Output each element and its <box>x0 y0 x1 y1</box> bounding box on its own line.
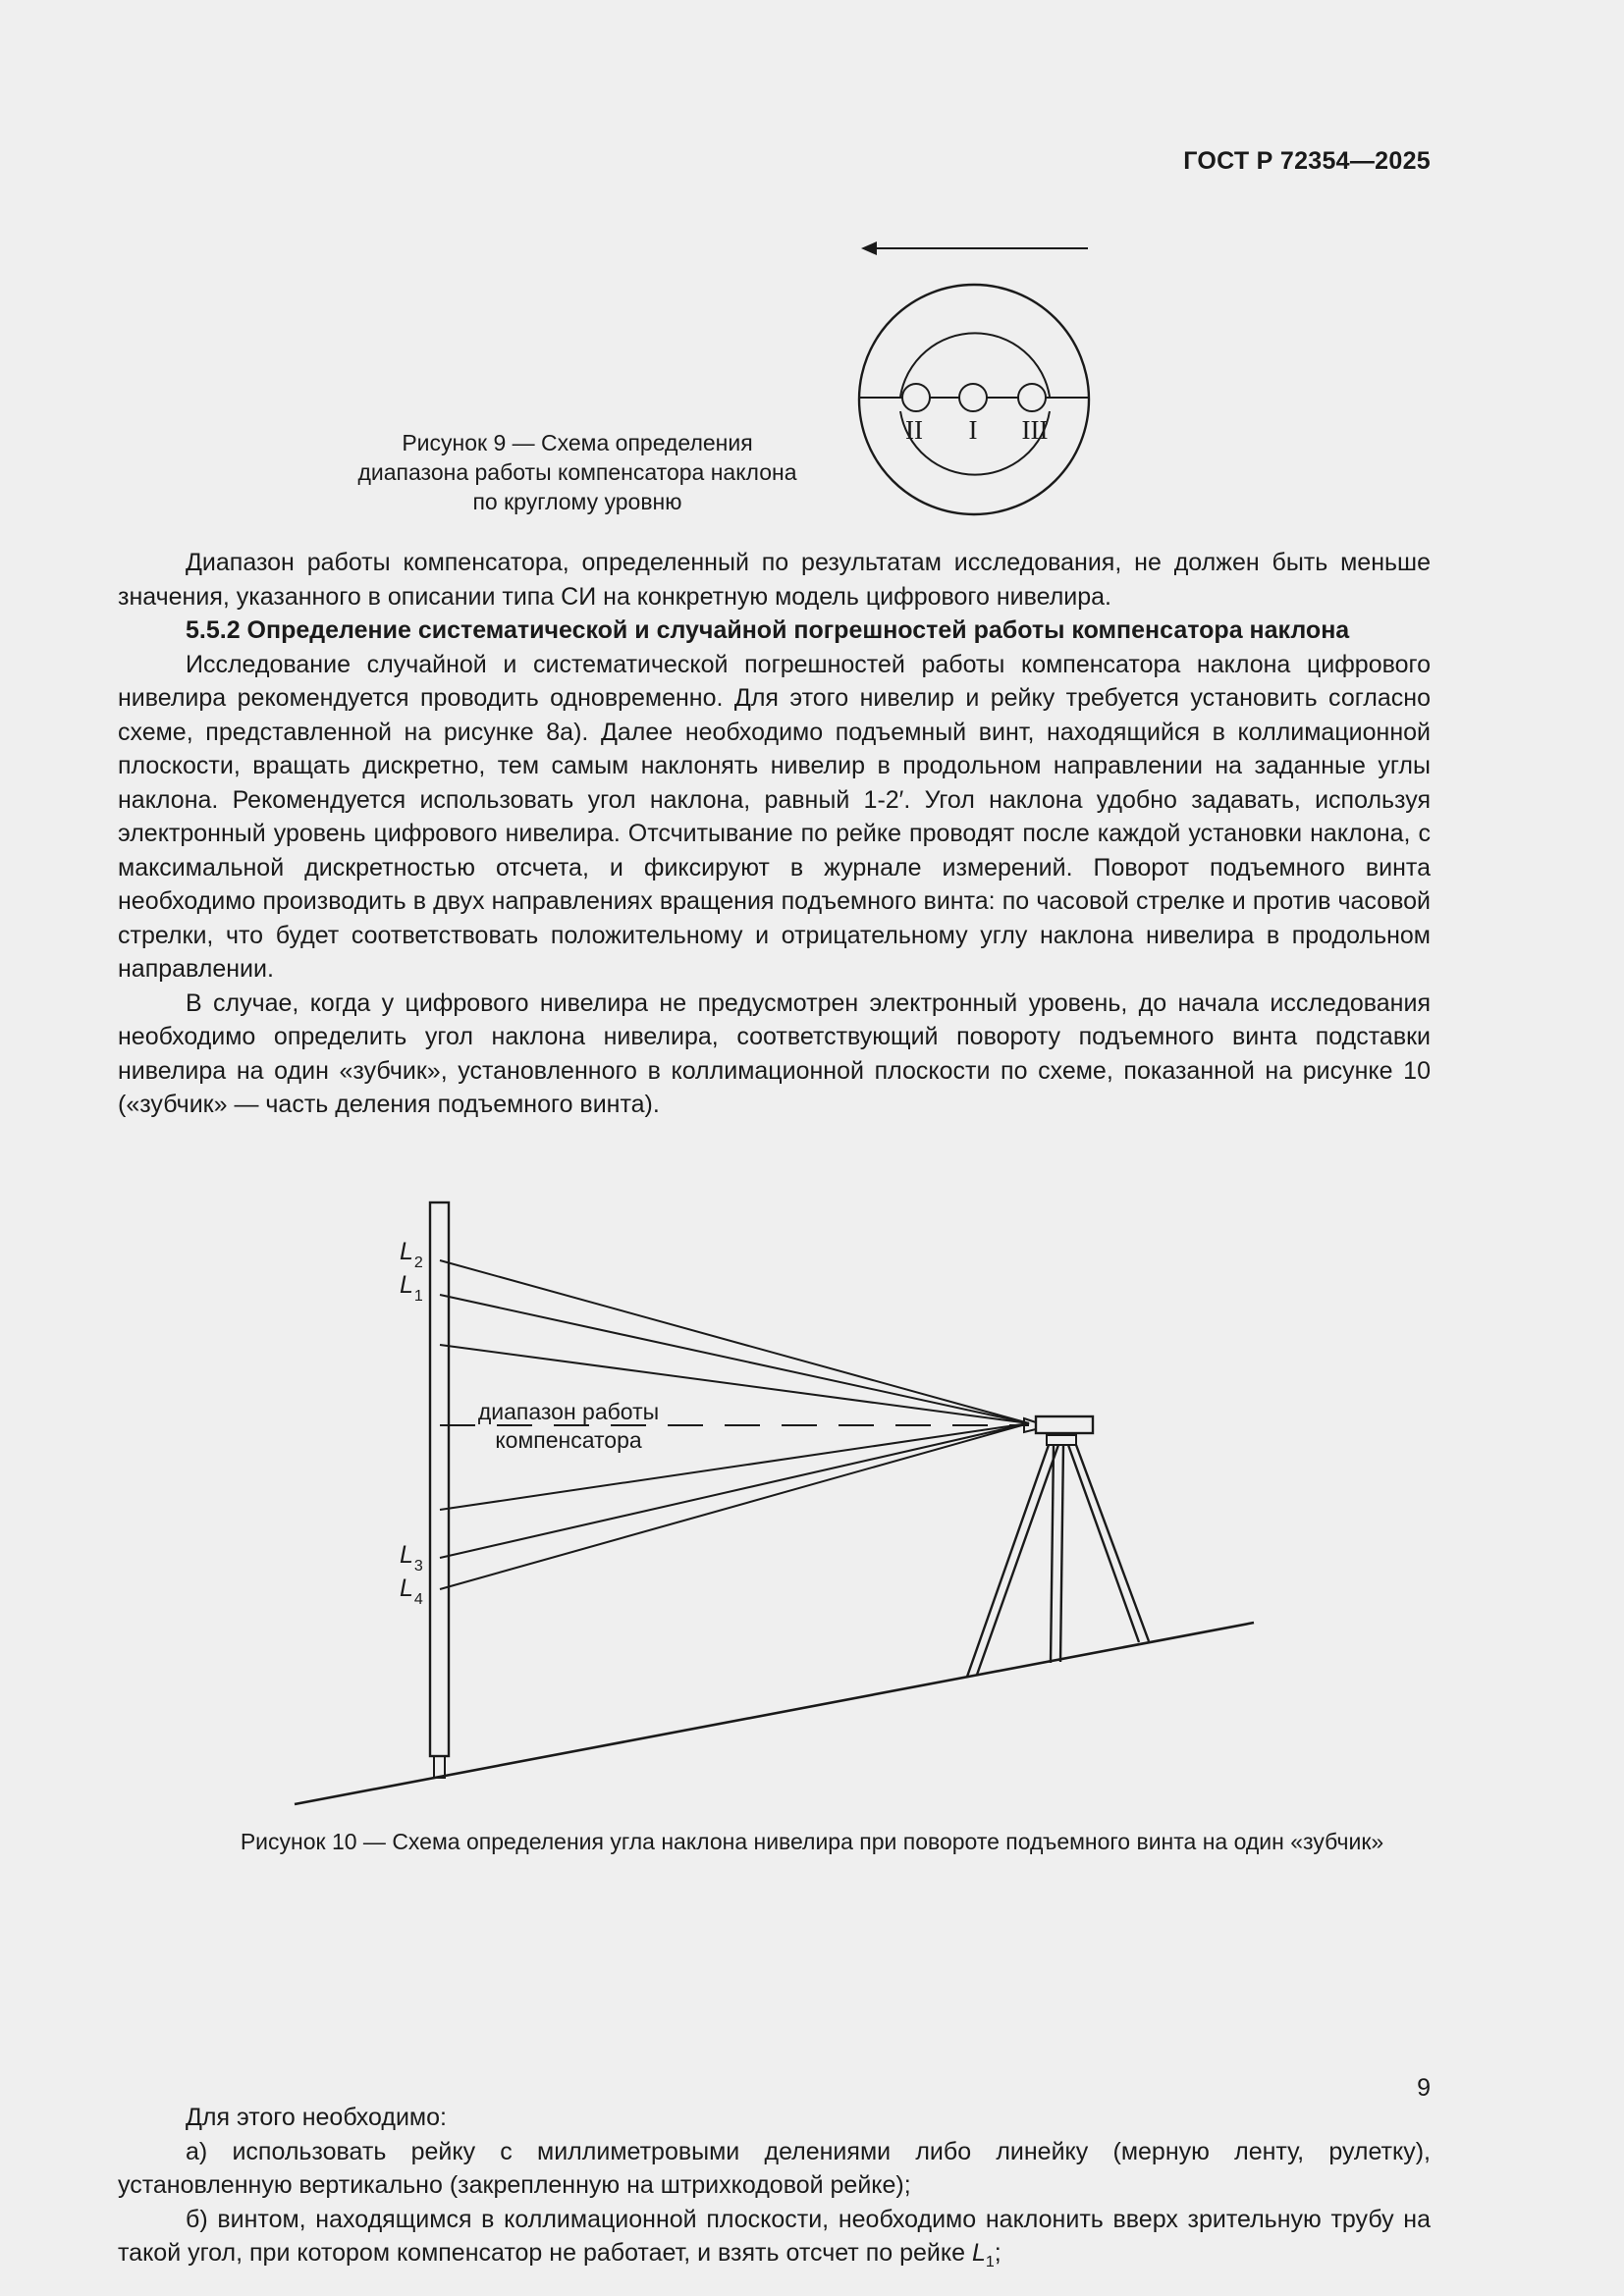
figure9-diagram <box>859 241 1089 514</box>
instrument-body <box>1036 1416 1093 1433</box>
paragraph-steps-intro: Для этого необходимо: <box>186 2104 447 2131</box>
staff-foot <box>434 1756 445 1778</box>
steps-text-block <box>118 2101 1431 2280</box>
label-L1: $L_1$ <box>400 1271 423 1305</box>
label-L4: $L_4$ <box>400 1575 423 1608</box>
paragraph-step-b: б) винтом, находящимся в коллимационной плоскости, необходимо наклонить вверх зрительную трубу на такой угол, при котором компенсатор не работает, и взять отсчет по рейке $L_1$; <box>118 2205 1431 2270</box>
bubble-position-II <box>902 384 930 411</box>
paragraph-no-electronic-level: В случае, когда у цифрового нивелира не предусмотрен электронный уровень, до начала исследования необходимо определить угол наклона нивелира, соответствующий повороту подъемного винта подставки нивелира на один «зубчик», установленного в коллимационной плоскости по схеме, показанной на рисунке 10 («зубчик» — часть деления подъемного винта). <box>118 988 1431 1118</box>
section-heading: 5.5.2 Определение систематической и случайной погрешностей работы компенсатора наклона <box>186 616 1350 644</box>
paragraph-procedure: Исследование случайной и систематической погрешностей работы компенсатора наклона цифрового нивелира рекомендуется проводить одновременно. Для этого нивелир и рейку требуется установить согласно схеме, представленной на рисунке 8а). Далее необходимо подъемный винт, находящийся в коллимационной плоскости, вращать дискретно, тем самым наклонять нивелир в продольном направлении на заданные углы наклона. Рекомендуется использовать угол наклона, равный 1-2′. Угол наклона удобно задавать, используя электронный уровень цифрового нивелира. Отсчитывание по рейке проводят после каждой установки наклона, с максимальной дискретностью отсчета, и фиксируют в журнале измерений. Поворот подъемного винта необходимо производить в двух направлениях вращения подъемного винта: по часовой стрелке и против часовой стрелки, что будет соответствовать положительному и отрицательному углу наклона нивелира в продольном направлении. <box>118 650 1431 983</box>
bubble-position-I <box>959 384 987 411</box>
tripod-head <box>1047 1435 1076 1445</box>
label-II: II <box>905 415 923 445</box>
label-III: III <box>1021 415 1049 445</box>
figure10-diagram <box>295 1202 1254 1804</box>
tripod-legs <box>967 1445 1149 1677</box>
label-L2: $L_2$ <box>400 1238 423 1271</box>
direction-arrowhead <box>861 241 877 255</box>
figure10-caption: Рисунок 10 — Схема определения угла наклона нивелира при повороте подъемного винта на один «зубчик» <box>240 1829 1384 1854</box>
figure9-caption: Рисунок 9 — Схема определения диапазона работы компенсатора наклона по круглому уровню <box>357 430 797 514</box>
paragraph-step-a: а) использовать рейку с миллиметровыми делениями либо линейку (мерную ленту, рулетку), установленную вертикально (закрепленную на штрихкодовой рейке); <box>118 2137 1431 2199</box>
levelling-staff <box>430 1202 449 1756</box>
range-label-line2: компенсатора <box>495 1427 642 1453</box>
main-text-block <box>118 546 1431 1122</box>
document-code-header: ГОСТ Р 72354—2025 <box>1183 147 1431 175</box>
paragraph-range-result: Диапазон работы компенсатора, определенный по результатам исследования, не должен быть меньше значения, указанного в описании типа СИ на конкретную модель цифрового нивелира. <box>118 549 1431 611</box>
page-number: 9 <box>1417 2074 1431 2102</box>
label-L3: $L_3$ <box>400 1541 423 1575</box>
label-I: I <box>968 415 978 445</box>
bubble-position-III <box>1018 384 1046 411</box>
range-label-line1: диапазон работы <box>477 1399 660 1424</box>
